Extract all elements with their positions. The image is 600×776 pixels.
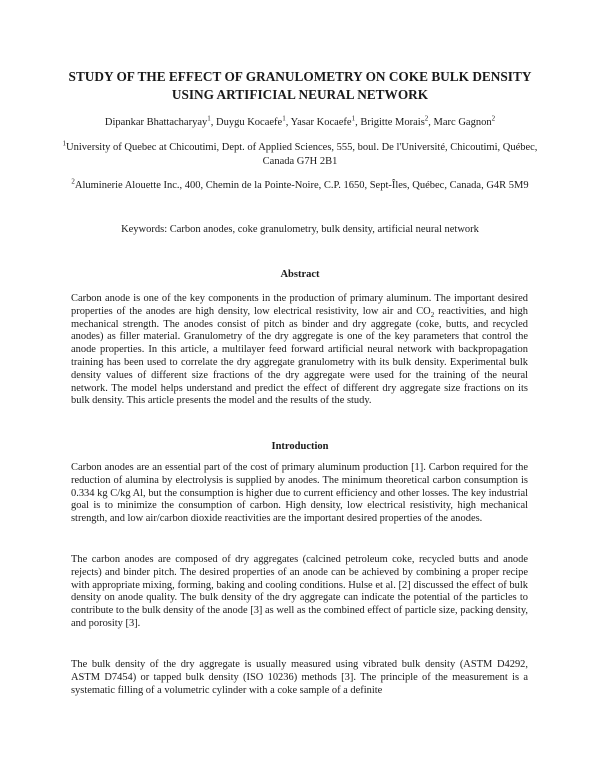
affiliation-1 — [60, 141, 540, 168]
author-list: Dipankar Bhattacharyay$^1$, Duygu Kocaefe$^1$, Yasar Kocaefe$^1$, Brigitte Morais$^2$, Marc Gagnon$^2$ — [104, 114, 496, 128]
author-affiliation-mark: 1 — [207, 114, 211, 123]
author-name: Brigitte Morais — [360, 117, 425, 128]
abstract-text — [71, 293, 528, 408]
affiliation-text: Aluminerie Alouette Inc., 400, Chemin de la Pointe-Noire, C.P. 1650, Sept-Îles, Québec, Canada, G4R 5M9 — [74, 180, 529, 191]
author-name: Dipankar Bhattacharyay — [104, 117, 208, 128]
affiliation-text: University of Quebec at Chicoutimi, Dept. of Applied Sciences, 555, boul. De l'Université, Chicoutimi, Québec, Canada G7H 2B1 — [66, 142, 538, 167]
keywords: Keywords: Carbon anodes, coke granulometry, bulk density, artificial neural network — [121, 224, 479, 235]
author-name: Duygu Kocaefe — [216, 117, 283, 128]
author-name: Yasar Kocaefe — [290, 117, 352, 128]
author-name: Marc Gagnon — [433, 117, 492, 128]
introduction-paragraph: Carbon anodes are an essential part of the cost of primary aluminum production [1]. Carbon required for the reduction of alumina by electrolysis is supplied by anodes. The minimum theoretical carbon consumption is 0.334 kg C/kg Al, but the consumption is higher due to current efficiency and other losses. The key industrial goal is to minimize the consumption of carbon. High density, low electrical resistivity, high mechanical strength, and low air/carbon dioxide reactivities are the important desired properties of the anodes. — [71, 462, 528, 525]
introduction-paragraph: The carbon anodes are composed of dry aggregates (calcined petroleum coke, recycled butts and anode rejects) and binder pitch. The desired properties of an anode can be achieved by combining a proper recipe with appropriate mixing, forming, baking and cooling conditions. Hulse et al. [2] discussed the effect of bulk density on anode quality. The bulk density of the dry aggregate can indicate the potential of the particles to contribute to the bulk density of the anode [3] as well as the combined effect of particle size, packing density, and porosity [3]. — [71, 554, 528, 629]
affiliation-number: 2 — [71, 177, 75, 186]
author-affiliation-mark: 2 — [491, 114, 496, 123]
co2-formula: CO — [416, 305, 431, 317]
abstract-heading: Abstract — [280, 269, 320, 280]
co2-subscript: 2 — [430, 310, 435, 319]
abstract-text-part: reactivities, and high mechanical strength. The anodes consist of pitch as binder and dry aggregate (coke, butts, and recycled anodes) as filler material. Granulometry of the dry aggregate is one of the key parameters that control the anode properties. In this article, a multilayer feed forward artificial neural network with backpropagation training has been used to correlate the dry aggregate granulometry with its bulk density. Experimental bulk density values of different size fractions of the dry aggregate were used for the training of the neural network. The model helps understand and predict the effect of different dry aggregate size fractions on its bulk density. This article presents the model and the results of the study. — [71, 305, 528, 407]
author-affiliation-mark: 1 — [282, 114, 286, 123]
abstract-text-part: Carbon anode is one of the key components in the production of primary aluminum. The important desired properties of the anodes are high density, low electrical resistivity, low air and — [71, 293, 528, 317]
author-affiliation-mark: 1 — [351, 114, 356, 123]
introduction-heading: Introduction — [271, 441, 329, 452]
introduction-paragraph: The bulk density of the dry aggregate is usually measured using vibrated bulk density (ASTM D4292, ASTM D7454) or tapped bulk density (ISO 10236) methods [3]. The principle of the measurement is a systematic filling of a volumetric cylinder with a coke sample of a definite — [71, 659, 528, 696]
paper-title: STUDY OF THE EFFECT OF GRANULOMETRY ON COKE BULK DENSITY USING ARTIFICIAL NEURAL NETWORK — [68, 69, 532, 102]
author-affiliation-mark: 2 — [424, 114, 429, 123]
affiliation-number: 1 — [62, 139, 67, 148]
affiliation-2 — [60, 179, 540, 193]
